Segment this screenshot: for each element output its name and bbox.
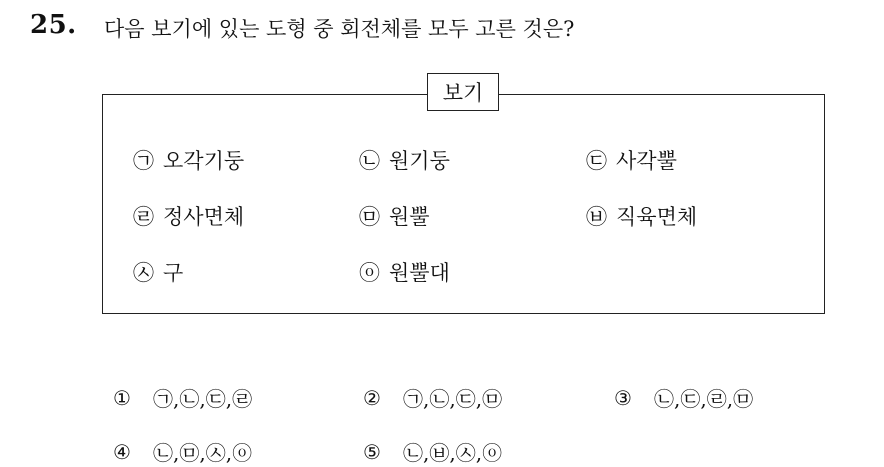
example-item-label: 원뿔 (389, 205, 430, 229)
choice-number: ① (113, 385, 131, 410)
example-item-mark: ㉦ (133, 261, 154, 285)
example-item-4 (133, 201, 244, 231)
example-item-label: 구 (163, 261, 184, 285)
answer-choice-4[interactable] (113, 437, 252, 466)
example-item-mark: ㉤ (359, 205, 380, 229)
example-item-mark: ⓞ (359, 261, 380, 285)
example-item-label: 정사면체 (163, 205, 245, 229)
example-item-5 (359, 201, 430, 231)
answer-choice-5[interactable] (363, 437, 502, 466)
example-item-label: 직육면체 (616, 205, 698, 229)
example-item-6 (586, 201, 697, 231)
example-item-mark: ㉣ (133, 205, 154, 229)
example-box-title: 보기 (427, 73, 499, 111)
answer-choice-1[interactable] (113, 383, 252, 412)
example-item-label: 오각기둥 (163, 149, 245, 173)
example-item-mark: ㉢ (586, 149, 607, 173)
choice-number: ② (363, 385, 381, 410)
choice-number: ③ (614, 385, 632, 410)
example-item-mark: ㉠ (133, 149, 154, 173)
example-item-mark: ㉡ (359, 149, 380, 173)
example-item-7 (133, 257, 183, 287)
example-item-label: 원기둥 (389, 149, 450, 173)
choice-text: ㉡,㉥,㉦,ⓞ (403, 441, 503, 465)
answer-choice-3[interactable] (614, 383, 753, 412)
choice-number: ④ (113, 439, 131, 464)
choice-text: ㉠,㉡,㉢,㉤ (403, 387, 503, 411)
choice-text: ㉡,㉢,㉣,㉤ (654, 387, 754, 411)
example-item-label: 원뿔대 (389, 261, 450, 285)
choice-number: ⑤ (363, 439, 381, 464)
choice-text: ㉡,㉤,㉦,ⓞ (153, 441, 253, 465)
choice-text: ㉠,㉡,㉢,㉣ (153, 387, 253, 411)
question-text: 다음 보기에 있는 도형 중 회전체를 모두 고른 것은? (104, 17, 575, 41)
question-number: 25. (30, 10, 77, 40)
example-item-label: 사각뿔 (616, 149, 677, 173)
example-item-3 (586, 145, 677, 175)
example-item-8 (359, 257, 450, 287)
answer-choice-2[interactable] (363, 383, 502, 412)
example-item-mark: ㉥ (586, 205, 607, 229)
example-item-1 (133, 145, 244, 175)
example-item-2 (359, 145, 450, 175)
